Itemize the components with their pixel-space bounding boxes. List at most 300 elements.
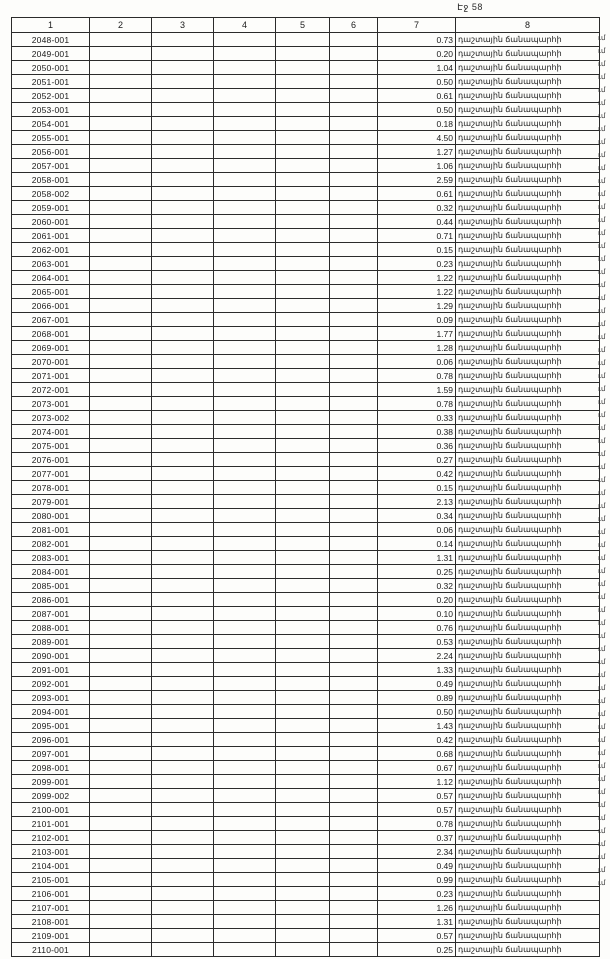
edge-mark: ւմ [598,321,606,328]
cell-empty-6 [330,649,378,663]
cell-empty-5 [276,537,330,551]
cell-empty-5 [276,579,330,593]
table-row [12,537,600,551]
edge-mark: ւմ [598,334,606,341]
cell-empty-5 [276,75,330,89]
cell-empty-2 [90,663,152,677]
table-row [12,173,600,187]
cell-empty-6 [330,803,378,817]
cell-empty-3 [152,663,214,677]
cell-empty-2 [90,593,152,607]
cell-empty-4 [214,873,276,887]
cell-empty-5 [276,495,330,509]
cell-empty-3 [152,201,214,215]
cell-empty-4 [214,159,276,173]
cell-empty-5 [276,47,330,61]
cell-area-value: 0.68 [378,747,456,761]
cell-empty-6 [330,495,378,509]
edge-mark: ւմ [598,425,606,432]
cell-parcel-code: 2068-001 [12,327,90,341]
cell-area-value: 0.73 [378,33,456,47]
table-row [12,467,600,481]
edge-mark: ւմ [598,490,606,497]
cell-empty-3 [152,383,214,397]
cell-area-value: 0.38 [378,425,456,439]
cell-empty-3 [152,817,214,831]
cell-empty-6 [330,635,378,649]
edge-mark: ւմ [598,230,606,237]
cell-description: դաշտային ճանապարհի [456,145,600,159]
cell-empty-3 [152,61,214,75]
column-header-1: 1 [12,18,90,33]
cell-empty-6 [330,551,378,565]
table-row [12,579,600,593]
table-row [12,187,600,201]
cell-empty-3 [152,75,214,89]
cell-empty-2 [90,677,152,691]
edge-mark: ւմ [598,607,606,614]
cell-empty-4 [214,313,276,327]
cell-empty-6 [330,901,378,915]
column-header-4: 4 [214,18,276,33]
cell-empty-5 [276,383,330,397]
cell-empty-2 [90,523,152,537]
cell-empty-6 [330,747,378,761]
cell-empty-5 [276,817,330,831]
cell-parcel-code: 2089-001 [12,635,90,649]
table-row [12,929,600,943]
cell-area-value: 0.61 [378,89,456,103]
cell-empty-2 [90,383,152,397]
cell-area-value: 1.31 [378,551,456,565]
cell-description: դաշտային ճանապարհի [456,509,600,523]
cell-empty-4 [214,383,276,397]
cell-empty-3 [152,523,214,537]
cell-empty-5 [276,635,330,649]
cell-empty-3 [152,257,214,271]
cell-empty-5 [276,915,330,929]
cell-parcel-code: 2104-001 [12,859,90,873]
cell-empty-3 [152,565,214,579]
cell-empty-6 [330,929,378,943]
cell-parcel-code: 2064-001 [12,271,90,285]
cell-empty-3 [152,551,214,565]
cell-empty-3 [152,761,214,775]
cell-empty-6 [330,285,378,299]
cell-empty-5 [276,649,330,663]
cell-empty-5 [276,327,330,341]
edge-mark: ւմ [598,880,606,887]
cell-empty-2 [90,635,152,649]
table-row [12,47,600,61]
cell-empty-6 [330,383,378,397]
cell-area-value: 0.49 [378,859,456,873]
cell-empty-6 [330,89,378,103]
cell-empty-3 [152,537,214,551]
cell-empty-6 [330,621,378,635]
cell-empty-3 [152,103,214,117]
cell-empty-2 [90,159,152,173]
cell-empty-6 [330,369,378,383]
table-row [12,887,600,901]
table-row [12,677,600,691]
cell-empty-3 [152,831,214,845]
cell-parcel-code: 2072-001 [12,383,90,397]
table-row [12,103,600,117]
cell-empty-5 [276,551,330,565]
cell-parcel-code: 2081-001 [12,523,90,537]
cell-area-value: 2.34 [378,845,456,859]
cell-empty-2 [90,411,152,425]
cell-empty-4 [214,747,276,761]
cell-empty-5 [276,873,330,887]
cell-parcel-code: 2085-001 [12,579,90,593]
cell-area-value: 0.14 [378,537,456,551]
cell-empty-4 [214,75,276,89]
cell-empty-6 [330,943,378,957]
cell-empty-4 [214,677,276,691]
cell-parcel-code: 2105-001 [12,873,90,887]
cell-empty-5 [276,943,330,957]
cell-empty-2 [90,229,152,243]
column-header-3: 3 [152,18,214,33]
cell-parcel-code: 2090-001 [12,649,90,663]
cell-parcel-code: 2084-001 [12,565,90,579]
cell-description: դաշտային ճանապարհի [456,103,600,117]
cell-description: դաշտային ճանապարհի [456,341,600,355]
cell-empty-4 [214,663,276,677]
cell-area-value: 0.67 [378,761,456,775]
cell-empty-3 [152,677,214,691]
cell-empty-6 [330,761,378,775]
cell-area-value: 0.09 [378,313,456,327]
edge-mark: ւմ [598,269,606,276]
cell-empty-4 [214,915,276,929]
table-row [12,257,600,271]
edge-mark: ւմ [598,555,606,562]
cell-empty-6 [330,327,378,341]
cell-empty-6 [330,887,378,901]
cell-empty-6 [330,271,378,285]
cell-empty-6 [330,159,378,173]
table-row [12,75,600,89]
cell-empty-4 [214,229,276,243]
cell-area-value: 0.37 [378,831,456,845]
cell-empty-3 [152,621,214,635]
cell-area-value: 0.23 [378,887,456,901]
cell-empty-2 [90,187,152,201]
cell-area-value: 0.57 [378,803,456,817]
cell-empty-6 [330,341,378,355]
cell-area-value: 0.25 [378,943,456,957]
cell-parcel-code: 2054-001 [12,117,90,131]
cell-empty-5 [276,621,330,635]
cell-parcel-code: 2070-001 [12,355,90,369]
cell-empty-2 [90,327,152,341]
table-row [12,327,600,341]
cell-parcel-code: 2069-001 [12,341,90,355]
cell-parcel-code: 2063-001 [12,257,90,271]
cell-parcel-code: 2100-001 [12,803,90,817]
cell-description: դաշտային ճանապարհի [456,187,600,201]
cell-empty-5 [276,775,330,789]
cell-empty-5 [276,243,330,257]
cell-description: դաշտային ճանապարհի [456,775,600,789]
table-row [12,831,600,845]
cell-empty-4 [214,201,276,215]
cell-area-value: 1.31 [378,915,456,929]
cell-empty-3 [152,47,214,61]
cell-description: դաշտային ճանապարհի [456,61,600,75]
cell-area-value: 1.04 [378,61,456,75]
cell-empty-6 [330,313,378,327]
edge-mark: ւմ [598,568,606,575]
cell-empty-6 [330,117,378,131]
cell-parcel-code: 2086-001 [12,593,90,607]
edge-mark: ւմ [598,178,606,185]
column-header-2: 2 [90,18,152,33]
cell-empty-2 [90,761,152,775]
edge-mark: ւմ [598,217,606,224]
cell-description: դաշտային ճանապարհի [456,131,600,145]
cell-empty-5 [276,299,330,313]
cell-empty-3 [152,691,214,705]
cell-empty-5 [276,677,330,691]
cell-empty-5 [276,61,330,75]
cell-empty-4 [214,187,276,201]
table-row [12,425,600,439]
column-header-5: 5 [276,18,330,33]
cell-empty-4 [214,733,276,747]
cell-area-value: 1.27 [378,145,456,159]
cell-empty-6 [330,663,378,677]
cell-description: դաշտային ճանապարհի [456,873,600,887]
cell-empty-5 [276,481,330,495]
table-row [12,803,600,817]
cell-description: դաշտային ճանապարհի [456,537,600,551]
cell-description: դաշտային ճանապարհի [456,327,600,341]
table-row [12,761,600,775]
edge-mark: ւմ [598,464,606,471]
table-row [12,663,600,677]
edge-mark: ւմ [598,776,606,783]
cell-empty-2 [90,859,152,873]
cell-empty-4 [214,789,276,803]
cell-empty-2 [90,929,152,943]
cell-empty-6 [330,229,378,243]
cell-parcel-code: 2062-001 [12,243,90,257]
cell-empty-3 [152,89,214,103]
cell-description: դաշտային ճանապարհի [456,551,600,565]
cell-empty-3 [152,355,214,369]
cell-empty-2 [90,845,152,859]
table-row [12,285,600,299]
cell-description: դաշտային ճանապարհի [456,593,600,607]
edge-mark: ւմ [598,542,606,549]
cell-empty-3 [152,873,214,887]
table-row [12,243,600,257]
cell-empty-4 [214,719,276,733]
cell-area-value: 0.78 [378,369,456,383]
cell-description: դաշտային ճանապարհի [456,663,600,677]
table-header-row [12,18,600,33]
edge-mark: ւմ [598,672,606,679]
cell-empty-4 [214,425,276,439]
cell-parcel-code: 2055-001 [12,131,90,145]
cell-empty-2 [90,243,152,257]
cell-empty-3 [152,495,214,509]
cell-empty-5 [276,117,330,131]
cell-empty-2 [90,257,152,271]
cell-empty-3 [152,131,214,145]
cell-empty-3 [152,271,214,285]
cell-empty-4 [214,285,276,299]
table-row [12,719,600,733]
edge-mark: ւմ [598,412,606,419]
cell-empty-3 [152,341,214,355]
page-number-label: Էջ 58 [457,2,483,12]
edge-mark: ւմ [598,165,606,172]
table-row [12,901,600,915]
cell-empty-3 [152,299,214,313]
cell-empty-3 [152,425,214,439]
cell-area-value: 1.26 [378,901,456,915]
edge-mark: ւմ [598,386,606,393]
cell-description: դաշտային ճանապարհի [456,271,600,285]
cell-empty-2 [90,75,152,89]
cell-empty-4 [214,831,276,845]
cell-parcel-code: 2110-001 [12,943,90,957]
cell-empty-2 [90,803,152,817]
cell-empty-3 [152,607,214,621]
edge-mark: ւմ [598,191,606,198]
cell-empty-6 [330,607,378,621]
edge-mark: ւմ [598,516,606,523]
table-row [12,453,600,467]
cell-area-value: 0.50 [378,705,456,719]
cell-parcel-code: 2048-001 [12,33,90,47]
cell-empty-2 [90,789,152,803]
cell-empty-6 [330,845,378,859]
cell-empty-4 [214,131,276,145]
edge-mark: ւմ [598,243,606,250]
cell-empty-6 [330,103,378,117]
page-edge-marks [598,32,610,890]
cell-empty-4 [214,859,276,873]
cell-empty-3 [152,327,214,341]
cell-empty-3 [152,411,214,425]
table-row [12,705,600,719]
cell-area-value: 0.20 [378,47,456,61]
cell-empty-3 [152,229,214,243]
cell-parcel-code: 2075-001 [12,439,90,453]
cell-empty-2 [90,439,152,453]
cell-description: դաշտային ճանապարհի [456,453,600,467]
cell-area-value: 0.06 [378,355,456,369]
cell-area-value: 0.36 [378,439,456,453]
edge-mark: ւմ [598,802,606,809]
cell-empty-2 [90,47,152,61]
cell-empty-6 [330,467,378,481]
edge-mark: ւմ [598,451,606,458]
table-row [12,635,600,649]
cell-description: դաշտային ճանապարհի [456,789,600,803]
cell-parcel-code: 2082-001 [12,537,90,551]
cell-empty-5 [276,159,330,173]
table-row [12,117,600,131]
cell-empty-3 [152,635,214,649]
cell-empty-6 [330,33,378,47]
edge-mark: ւմ [598,854,606,861]
cell-empty-4 [214,523,276,537]
cell-empty-2 [90,173,152,187]
cell-empty-4 [214,327,276,341]
cell-empty-4 [214,341,276,355]
cell-empty-6 [330,915,378,929]
cell-description: դաշտային ճանապարհի [456,607,600,621]
cell-empty-3 [152,481,214,495]
table-row [12,299,600,313]
edge-mark: ւմ [598,750,606,757]
cell-empty-2 [90,271,152,285]
table-row [12,229,600,243]
cell-area-value: 1.22 [378,285,456,299]
cell-parcel-code: 2109-001 [12,929,90,943]
cell-description: դաշտային ճանապարհի [456,397,600,411]
cell-empty-2 [90,397,152,411]
cell-empty-3 [152,719,214,733]
table-row [12,943,600,957]
cell-empty-6 [330,355,378,369]
edge-mark: ւմ [598,308,606,315]
table-row [12,621,600,635]
cell-empty-5 [276,187,330,201]
cell-empty-5 [276,215,330,229]
cell-description: դաշտային ճանապարհի [456,355,600,369]
cell-empty-3 [152,943,214,957]
cell-empty-2 [90,33,152,47]
edge-mark: ւմ [598,282,606,289]
cell-description: դաշտային ճանապարհի [456,481,600,495]
cell-empty-4 [214,271,276,285]
cell-empty-2 [90,873,152,887]
cell-parcel-code: 2092-001 [12,677,90,691]
cell-parcel-code: 2065-001 [12,285,90,299]
cell-empty-4 [214,369,276,383]
table-row [12,383,600,397]
cell-description: դաշտային ճանապարհի [456,901,600,915]
cell-empty-4 [214,509,276,523]
table-row [12,145,600,159]
cell-parcel-code: 2056-001 [12,145,90,159]
table-row [12,859,600,873]
cell-description: դաշտային ճանապարհի [456,635,600,649]
cell-empty-3 [152,467,214,481]
cell-description: դաշտային ճանապարհի [456,89,600,103]
cell-empty-6 [330,831,378,845]
cell-empty-2 [90,733,152,747]
cell-empty-5 [276,229,330,243]
cell-empty-2 [90,61,152,75]
cell-description: դաշտային ճանապարհի [456,425,600,439]
cell-empty-2 [90,103,152,117]
cell-description: դաշտային ճանապարհի [456,579,600,593]
cell-empty-5 [276,341,330,355]
cell-empty-2 [90,579,152,593]
cell-empty-6 [330,775,378,789]
cell-area-value: 0.42 [378,467,456,481]
cell-empty-5 [276,719,330,733]
